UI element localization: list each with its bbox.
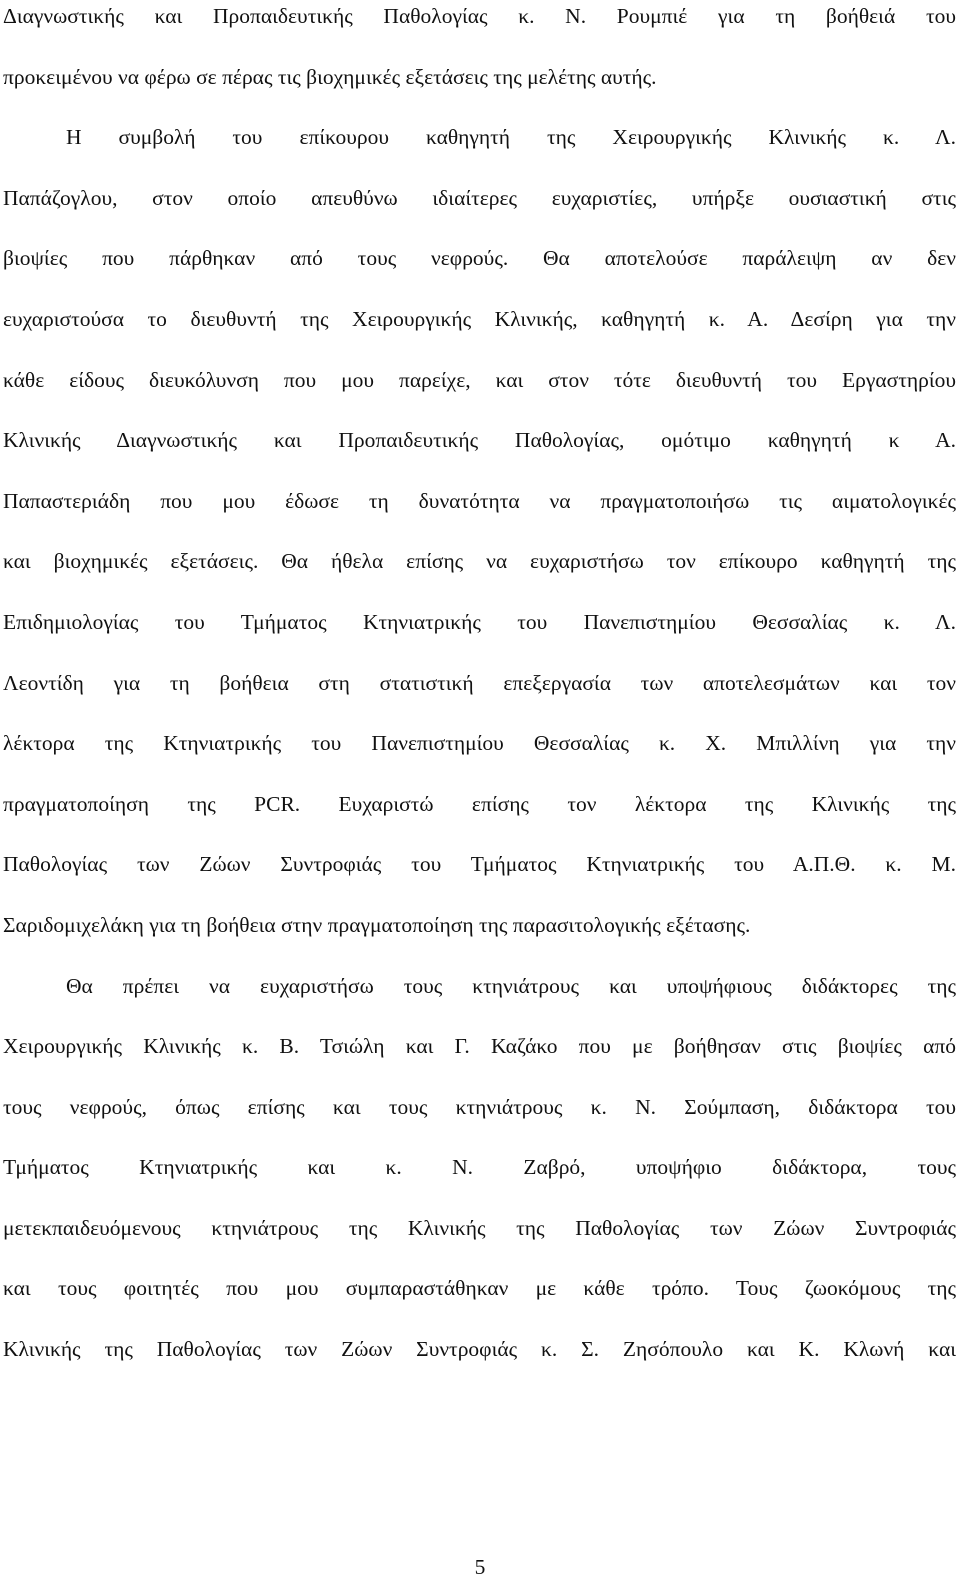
paragraph-first-line: Θα πρέπει να ευχαριστήσω τους κτηνιάτρους και υποψήφιους διδάκτορες της <box>66 973 956 998</box>
text-line: Διαγνωστικής και Προπαιδευτικής Παθολογίας κ. Ν. Ρουμπιέ για τη βοήθειά του <box>3 4 956 28</box>
text-line: Σαριδομιχελάκη για τη βοήθεια στην πραγματοποίηση της παρασιτολογικής εξέτασης. <box>3 912 751 937</box>
text-line: κάθε είδους διευκόλυνση που μου παρείχε, και στον τότε διευθυντή του Εργαστηρίου <box>3 367 956 392</box>
text-line: τους νεφρούς, όπως επίσης και τους κτηνιάτρους κ. Ν. Σούμπαση, διδάκτορα του <box>3 1094 956 1119</box>
text-line: Παπάζογλου, στον οποίο απευθύνω ιδιαίτερες ευχαριστίες, υπήρξε ουσιαστική στις <box>3 185 956 210</box>
text-line: Παπαστεριάδη που μου έδωσε τη δυνατότητα να πραγματοποιήσω τις αιματολογικές <box>3 488 956 513</box>
acknowledgements-text <box>3 0 956 1394</box>
paragraph-first-line: Η συμβολή του επίκουρου καθηγητή της Χειρουργικής Κλινικής κ. Λ. <box>66 125 956 150</box>
text-line: Τμήματος Κτηνιατρικής και κ. Ν. Ζαβρό, υποψήφιο διδάκτορα, τους <box>3 1155 956 1180</box>
page-number: 5 <box>474 1555 486 1579</box>
text-line: βιοψίες που πάρθηκαν από τους νεφρούς. Θα αποτελούσε παράλειψη αν δεν <box>3 246 956 271</box>
text-line: Κλινικής Διαγνωστικής και Προπαιδευτικής Παθολογίας, ομότιμο καθηγητή κ Α. <box>3 428 956 453</box>
text-line: Κλινικής της Παθολογίας των Ζώων Συντροφιάς κ. Σ. Ζησόπουλο και Κ. Κλωνή και <box>3 1337 956 1362</box>
text-line: Επιδημιολογίας του Τμήματος Κτηνιατρικής του Πανεπιστημίου Θεσσαλίας κ. Λ. <box>3 609 956 634</box>
text-line: προκειμένου να φέρω σε πέρας τις βιοχημικές εξετάσεις της μελέτης αυτής. <box>3 64 657 89</box>
text-line: μετεκπαιδευόμενους κτηνιάτρους της Κλινικής της Παθολογίας των Ζώων Συντροφιάς <box>3 1215 956 1240</box>
text-line: πραγματοποίηση της PCR. Ευχαριστώ επίσης τον λέκτορα της Κλινικής της <box>3 791 956 816</box>
text-line: λέκτορα της Κτηνιατρικής του Πανεπιστημίου Θεσσαλίας κ. Χ. Μπιλλίνη για την <box>3 731 956 756</box>
text-line: και τους φοιτητές που μου συμπαραστάθηκαν με κάθε τρόπο. Τους ζωοκόμους της <box>3 1276 956 1301</box>
text-line: Χειρουργικής Κλινικής κ. Β. Τσιώλη και Γ. Καζάκο που με βοήθησαν στις βιοψίες από <box>3 1034 956 1059</box>
text-line: ευχαριστούσα το διευθυντή της Χειρουργικής Κλινικής, καθηγητή κ. Α. Δεσίρη για την <box>3 306 956 331</box>
text-line: και βιοχημικές εξετάσεις. Θα ήθελα επίσης να ευχαριστήσω τον επίκουρο καθηγητή της <box>3 549 956 574</box>
text-line: Λεοντίδη για τη βοήθεια στη στατιστική επεξεργασία των αποτελεσμάτων και τον <box>3 670 956 695</box>
text-line: Παθολογίας των Ζώων Συντροφιάς του Τμήματος Κτηνιατρικής του Α.Π.Θ. κ. Μ. <box>3 852 956 877</box>
